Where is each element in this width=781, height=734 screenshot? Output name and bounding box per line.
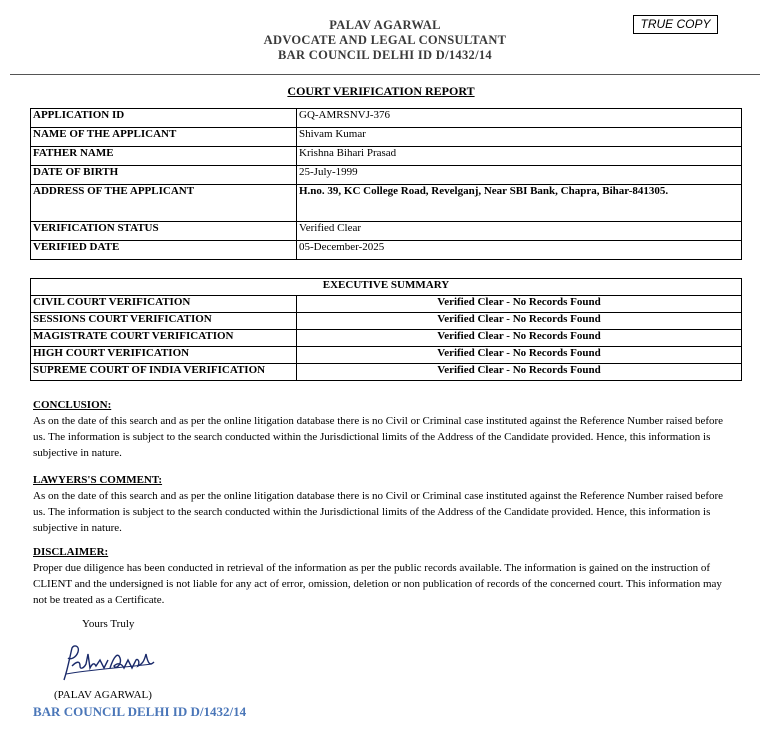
- detail-label: VERIFIED DATE: [31, 241, 297, 260]
- summary-label: CIVIL COURT VERIFICATION: [31, 296, 297, 313]
- summary-label: SESSIONS COURT VERIFICATION: [31, 313, 297, 330]
- advocate-bar-id: BAR COUNCIL DELHI ID D/1432/14: [278, 48, 492, 62]
- summary-value: Verified Clear - No Records Found: [297, 364, 742, 381]
- signature-image: [58, 640, 158, 686]
- detail-label: DATE OF BIRTH: [31, 166, 297, 185]
- signatory-bar-id: BAR COUNCIL DELHI ID D/1432/14: [33, 704, 247, 719]
- detail-value: Verified Clear: [297, 222, 742, 241]
- detail-label: APPLICATION ID: [31, 109, 297, 128]
- detail-value: Shivam Kumar: [297, 128, 742, 147]
- advocate-role: ADVOCATE AND LEGAL CONSULTANT: [263, 33, 507, 47]
- signatory-name: (PALAV AGARWAL): [54, 689, 152, 701]
- summary-label: HIGH COURT VERIFICATION: [31, 347, 297, 364]
- disclaimer-label: DISCLAIMER:: [33, 546, 109, 558]
- detail-value: Krishna Bihari Prasad: [297, 147, 742, 166]
- report-title: COURT VERIFICATION REPORT: [287, 84, 475, 98]
- summary-label: MAGISTRATE COURT VERIFICATION: [31, 330, 297, 347]
- summary-value: Verified Clear - No Records Found: [297, 330, 742, 347]
- summary-label: SUPREME COURT OF INDIA VERIFICATION: [31, 364, 297, 381]
- detail-label: NAME OF THE APPLICANT: [31, 128, 297, 147]
- lawyer-comment-text: As on the date of this search and as per the online litigation database there is no Civil or Criminal case instituted against the Reference Number raised before us. The information is subject to the search conducted within the Jurisdictional limits of the Address of the Candidate provided. Hence, this information is subjective in nature.: [33, 490, 724, 534]
- advocate-name: PALAV AGARWAL: [329, 18, 441, 32]
- detail-label: VERIFICATION STATUS: [31, 222, 297, 241]
- conclusion-label: CONCLUSION:: [33, 399, 112, 411]
- conclusion-section: [33, 397, 733, 461]
- conclusion-text: As on the date of this search and as per the online litigation database there is no Civil or Criminal case instituted against the Reference Number raised before us. The information is subject to the search conducted within the Jurisdictional limits of the Address of the Candidate provided. Hence, this information is subjective in nature.: [33, 415, 724, 459]
- detail-value: 05-December-2025: [297, 241, 742, 260]
- detail-label: FATHER NAME: [31, 147, 297, 166]
- yours-truly: Yours Truly: [82, 618, 135, 630]
- summary-heading: EXECUTIVE SUMMARY: [31, 279, 742, 296]
- detail-value: GQ-AMRSNVJ-376: [297, 109, 742, 128]
- detail-value: 25-July-1999: [297, 166, 742, 185]
- executive-summary-table: [30, 278, 742, 381]
- detail-label: ADDRESS OF THE APPLICANT: [31, 185, 297, 222]
- true-copy-stamp: TRUE COPY: [633, 15, 718, 34]
- detail-value: H.no. 39, KC College Road, Revelganj, Near SBI Bank, Chapra, Bihar-841305.: [297, 185, 742, 222]
- disclaimer-section: [33, 544, 733, 608]
- applicant-details-table: [30, 108, 742, 260]
- lawyer-comment-section: [33, 472, 733, 536]
- disclaimer-text: Proper due diligence has been conducted in retrieval of the information as per the public records available. The information is gained on the instruction of CLIENT and the undersigned is not liable for any act of error, omission, deletion or non publication of records of the concerned court. This information may not be treated as a Certificate.: [33, 562, 722, 606]
- summary-value: Verified Clear - No Records Found: [297, 313, 742, 330]
- lawyer-comment-label: LAWYERS'S COMMENT:: [33, 474, 163, 486]
- summary-value: Verified Clear - No Records Found: [297, 296, 742, 313]
- header-divider: [10, 74, 760, 75]
- summary-value: Verified Clear - No Records Found: [297, 347, 742, 364]
